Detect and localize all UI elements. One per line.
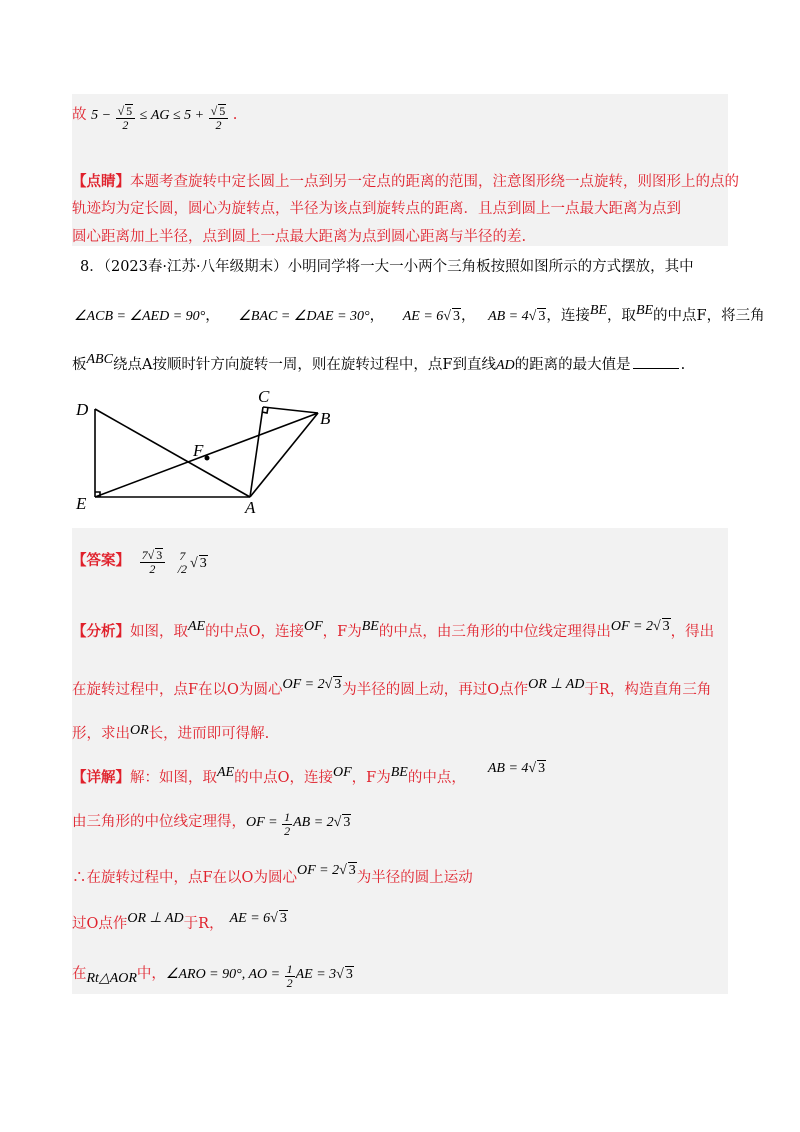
label-e: E [76,494,87,513]
problem-line-2: ∠ACB = ∠AED = 90°， ∠BAC = ∠DAE = 30°， AE = 6√ 3， AB = 4√ 3，连接BE，取BE的中点F，将三角 [74,303,765,324]
answer-blank [633,368,679,369]
conclusion-line: 故 5 − $\frac{√ 5}{2}$ ≤ AG ≤ 5 + $\frac{√ 5}{2}$ . [72,104,238,132]
range-formula: 5 − $\frac{√ 5}{2}$ ≤ AG ≤ 5 + $\frac{√ 5}{2}$ [91,108,233,123]
geometry-figure [0,385,800,525]
detail-line-5: 在Rt△AOR中，∠ARO = 90°, AO = $\frac{1}{2}$ AE = 3√ 3 [72,962,353,990]
problem-line-1: 8．（2023春·江苏·八年级期末）小明同学将一大一小两个三角板按照如图所示的方式摆放，其中 [80,259,694,275]
detail-line-4: 过O点作OR ⊥ AD于R， AE = 6√ 3 [72,911,287,932]
detail-line-3: ∴在旋转过程中，点F在以O为圆心OF = 2√ 3为半径的圆上运动 [72,863,473,886]
dianjing-line-1: 【点睛】本题考查旋转中定长圆上一点到另一定点的距离的范围，注意图形绕一点旋转，则图形上的点的 [72,173,739,190]
answer-tag: 【答案】 [72,552,130,569]
detail-line-2: 由三角形的中位线定理得，OF = $\frac{1}{2}$ AB = 2√ 3 [72,810,351,838]
dianjing-tag: 【点睛】 [72,173,130,190]
detail-line-1: 【详解】解：如图，取AE的中点O，连接OF，F为BE的中点，AB = 4√ 3 [72,761,546,786]
answer-line: 【答案】 $\frac{7√ 3}{2}$ 7 /2 √ 3 [72,548,207,576]
label-a: A [245,498,256,517]
analysis-line-2: 在旋转过程中，点F在以O为圆心OF = 2√ 3为半径的圆上动，再过O点作OR ⊥ AD于R，构造直角三角 [72,677,712,698]
label-f: F [193,441,204,460]
dianjing-line-2: 轨迹均为定长圆，圆心为旋转点，半径为该点到旋转点的距离．且点到圆上一点最大距离为点到 [72,201,681,217]
analysis-line-1: 【分析】如图，取AE的中点O，连接OF，F为BE的中点，由三角形的中位线定理得出OF = 2√ 3，得出 [72,619,715,640]
label-b: B [320,409,331,428]
point-f [205,456,210,461]
dianjing-line-3: 圆心距离加上半径，点到圆上一点最大距离为点到圆心距离与半径的差. [72,229,527,245]
label-d: D [76,400,89,419]
label-c: C [258,387,270,406]
problem-line-3: 板ABC绕点A按顺时针方向旋转一周，则在旋转过程中，点F到直线AD的距离的最大值是 . [72,352,686,373]
analysis-line-3: 形，求出OR长，进而即可得解. [72,723,270,742]
detail-tag: 【详解】 [72,769,130,786]
analysis-tag: 【分析】 [72,623,130,640]
